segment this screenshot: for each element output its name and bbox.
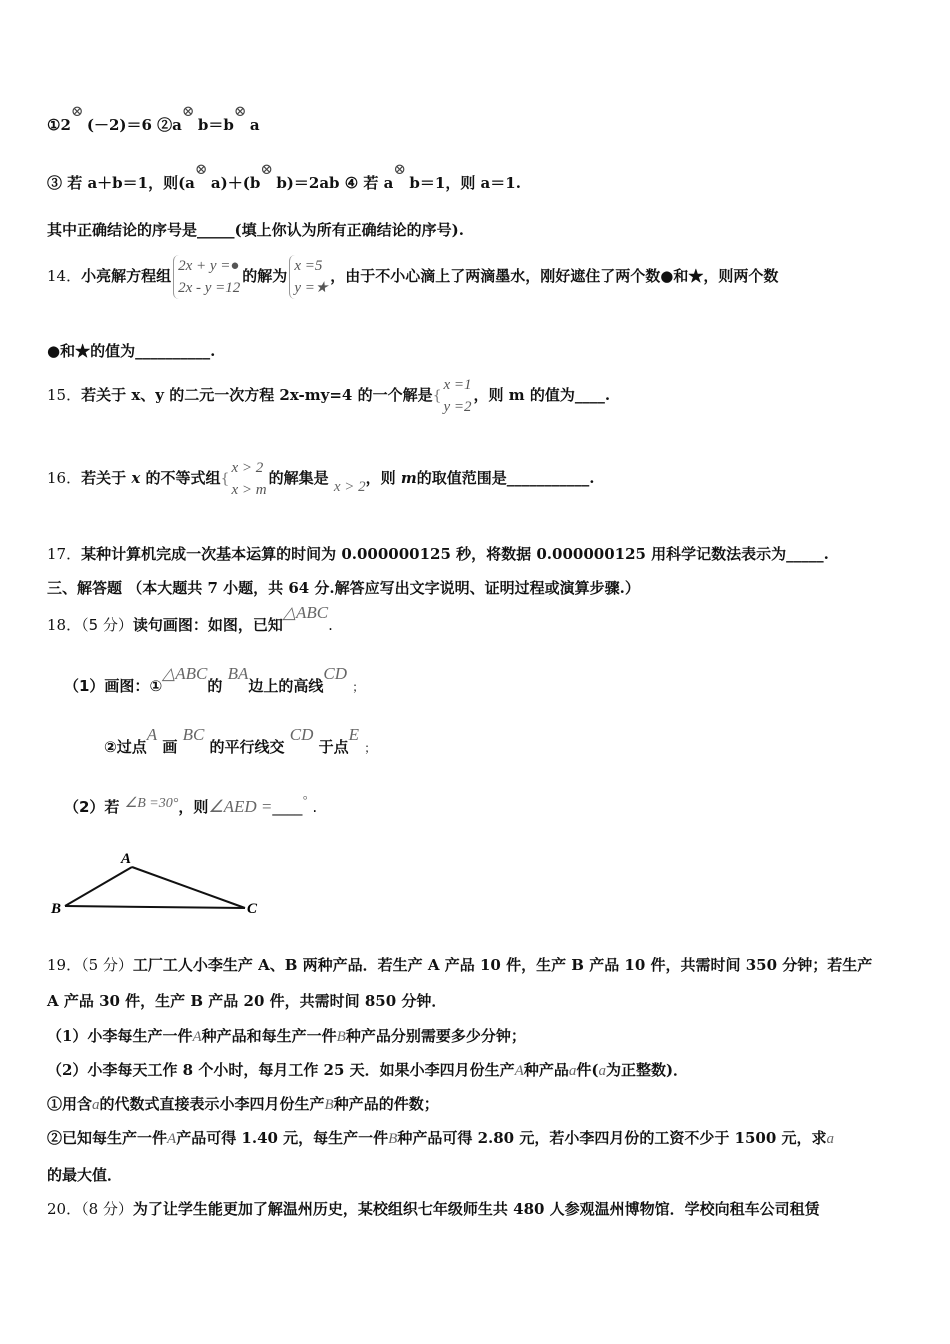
side-bc [65, 906, 245, 908]
q14-line1: 14．小亮解方程组 2x + y =● 2x - y =12 的解为 x =5 y =★ ，由于不小心滴上了两滴墨水，刚好遮住了两个数●和★，则两个数 [47, 255, 778, 299]
q19-part2: （2）小李每天工作 8 个小时，每月工作 25 天．如果小李四月份生产A种产品a件(a为正整数)． [47, 1061, 689, 1079]
brace: { [220, 471, 230, 487]
q18-line: 18．（5 分）读句画图：如图，已知△ABC. [47, 603, 333, 634]
vertex-a-label: A [121, 851, 132, 867]
q19-part2-item2-cont: 的最大值． [47, 1166, 123, 1184]
q19-part2-item1: ①用含a的代数式直接表示小李四月份生产B种产品的件数； [47, 1095, 439, 1113]
q18-part2: （2）若 ∠B =30°，则∠AED =____° . [64, 793, 318, 816]
q13-line3: 其中正确结论的序号是_____(填上你认为所有正确结论的序号). [47, 221, 464, 239]
q19-line1: 19．（5 分）工厂工人小李生产 A、B 两种产品．若生产 A 产品 10 件，生产 B 产品 10 件，共需时间 350 分钟；若生产 [47, 956, 873, 974]
vertex-c-label: C [247, 901, 258, 917]
otimes-symbol: ⊗ [181, 102, 195, 120]
q19-part1: （1）小李每生产一件A种产品和每生产一件B种产品分别需要多少分钟； [47, 1027, 526, 1045]
section-heading: 三、解答题 （本大题共 7 小题，共 64 分.解答应写出文字说明、证明过程或演算步骤.） [47, 579, 640, 597]
q18-part1: （1）画图：①△ABC的 BA边上的高线CD ； [64, 664, 365, 695]
otimes-symbol: ⊗ [194, 160, 208, 178]
equation-system: 2x + y =● 2x - y =12 [173, 255, 240, 299]
brace: { [432, 388, 442, 404]
q14-line2: ●和★的值为__________. [47, 342, 216, 360]
side-ab [65, 867, 132, 906]
q19-line2: A 产品 30 件，生产 B 产品 20 件，共需时间 850 分钟． [47, 992, 447, 1010]
solution-system: x =1 y =2 [443, 377, 472, 415]
otimes-symbol: ⊗ [260, 160, 273, 178]
q17-line: 17．某种计算机完成一次基本运算的时间为 0.000000125 秒，将数据 0.000000125 用科学记数法表示为_____. [47, 545, 829, 563]
vertex-b-label: B [51, 901, 62, 917]
q13-line2: ③ 若 a＋b＝1，则(a ⊗ a)＋(b ⊗ b)＝2ab ④ 若 a ⊗ b＝1，则 a＝1. [47, 160, 521, 192]
inequality-system: x > 2 x > m [231, 460, 267, 498]
solution-system: x =5 y =★ [289, 255, 328, 299]
q15-line: 15．若关于 x、y 的二元一次方程 2x-my=4 的一个解是{ x =1 y =2 ，则 m 的值为____. [47, 374, 610, 418]
q19-part2-item2: ②已知每生产一件A产品可得 1.40 元，每生产一件B种产品可得 2.80 元，若小李四月份的工资不少于 1500 元，求a [47, 1129, 835, 1147]
q20-line: 20．（8 分）为了让学生能更加了解温州历史，某校组织七年级师生共 480 人参观温州博物馆．学校向租车公司租赁 [47, 1200, 820, 1218]
triangle-figure [45, 845, 275, 925]
otimes-symbol: ⊗ [393, 160, 406, 178]
q13-line1: ①2 ⊗ (－2)＝6 ②a ⊗ b＝b ⊗ a [47, 102, 260, 134]
q18-part1-step2: ②过点A 画 BC 的平行线交 CD 于点E ； [104, 725, 377, 756]
q16-line: 16．若关于 x 的不等式组{ x > 2 x > m 的解集是 x > 2，则 m的取值范围是___________. [47, 457, 594, 501]
otimes-symbol: ⊗ [70, 102, 84, 120]
side-ac [132, 867, 245, 908]
otimes-symbol: ⊗ [233, 102, 247, 120]
